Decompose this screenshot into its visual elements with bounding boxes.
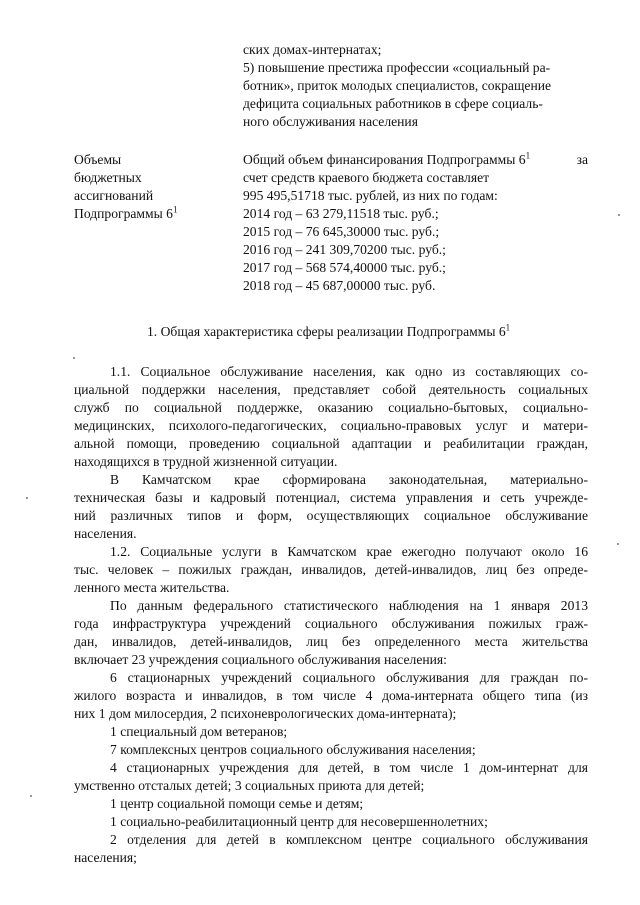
body-line: техническая базы и кадровый потенциал, система управления и сеть учрежде- xyxy=(74,490,588,505)
body-line: умственно отсталых детей; 3 социальных приюта для детей; xyxy=(74,778,425,793)
funding-label-sup: 1 xyxy=(172,204,178,215)
body-line: жилого возраста и инвалидов, в том числе 4 дома-интерната общего типа (из xyxy=(74,688,588,703)
funding-label-line: Объемы xyxy=(74,152,122,167)
funding-label-text: Подпрограммы 6 xyxy=(74,206,173,221)
body-line: года инфраструктура учреждений социального обслуживания пожилых граж- xyxy=(74,616,588,631)
funding-year-line: 2018 год – 45 687,00000 тыс. руб. xyxy=(243,278,436,293)
body-line: альной помощи, проведению социальной адаптации и реабилитации граждан, xyxy=(74,436,588,451)
funding-value-line-3: 995 495,51718 тыс. рублей, из них по годам: xyxy=(243,188,498,203)
body-line: тыс. человек – пожилых граждан, инвалидов, детей-инвалидов, лиц без опреде- xyxy=(74,562,588,577)
funding-label-line: ассигнований xyxy=(74,188,154,203)
section-heading xyxy=(147,323,510,341)
body-line: 4 стационарных учреждения для детей, в том числе 1 дом-интернат для xyxy=(110,760,588,775)
continuation-line: ного обслуживания населения xyxy=(243,114,418,129)
body-line: ний различных типов и форм, осуществляющих социальное обслуживание xyxy=(74,508,588,523)
funding-year-line: 2016 год – 241 309,70200 тыс. руб.; xyxy=(243,242,446,257)
body-line: находящихся в трудной жизненной ситуации. xyxy=(74,454,338,469)
funding-total-wrap xyxy=(243,151,530,169)
section-heading-sup: 1 xyxy=(505,322,511,333)
section-heading-text: 1. Общая характеристика сферы реализации Подпрограммы 6 xyxy=(147,324,506,339)
funding-year-line: 2017 год – 568 574,40000 тыс. руб.; xyxy=(243,260,446,275)
body-line: ленного места жительства. xyxy=(74,580,230,595)
continuation-line: 5) повышение престижа профессии «социальный ра- xyxy=(243,60,551,75)
body-line: включает 23 учреждения социального обслуживания населения: xyxy=(74,652,447,667)
body-line: 2 отделения для детей в комплексном центре социального обслуживания xyxy=(110,832,588,847)
body-line: 1.1. Социальное обслуживание населения, как одно из составляющих со- xyxy=(110,364,588,379)
body-line: населения; xyxy=(74,850,137,865)
body-line: В Камчатском крае сформирована законодательная, материально- xyxy=(110,472,588,487)
body-line: 6 стационарных учреждений социального обслуживания для граждан по- xyxy=(110,670,588,685)
continuation-line: дефицита социальных работников в сфере социаль- xyxy=(243,96,543,111)
scan-speck xyxy=(30,795,32,797)
body-line: населения. xyxy=(74,526,137,541)
body-line: 7 комплексных центров социального обслуживания населения; xyxy=(110,742,476,757)
body-line: служб по социальной поддержке, оказанию социально-бытовых, социально- xyxy=(74,400,588,415)
funding-label-line: бюджетных xyxy=(74,170,142,185)
funding-value-line-2: счет средств краевого бюджета составляет xyxy=(243,170,490,185)
continuation-line: ских домах-интернатах; xyxy=(243,42,382,57)
body-line: медицинских, психолого-педагогических, социально-правовых услуг и матери- xyxy=(74,418,588,433)
funding-year-line: 2014 год – 63 279,11518 тыс. руб.; xyxy=(243,206,439,221)
body-line: 1.2. Социальные услуги в Камчатском крае ежегодно получают около 16 xyxy=(110,544,588,559)
continuation-line: ботник», приток молодых специалистов, сокращение xyxy=(243,78,552,93)
scan-speck xyxy=(73,357,75,359)
funding-total-text: Общий объем финансирования Подпрограммы 6 xyxy=(243,152,526,167)
scan-speck xyxy=(26,497,28,499)
scan-speck xyxy=(618,214,620,216)
funding-total-tail: за xyxy=(576,152,588,167)
body-line: 1 специальный дом ветеранов; xyxy=(110,724,288,739)
funding-total-sup: 1 xyxy=(525,150,531,161)
body-line: циальной поддержки населения, представляет собой деятельность социальных xyxy=(74,382,588,397)
funding-label-line-with-sup xyxy=(74,205,177,223)
body-line: 1 центр социальной помощи семье и детям; xyxy=(110,796,364,811)
scan-speck xyxy=(617,543,619,545)
funding-year-line: 2015 год – 76 645,30000 тыс. руб.; xyxy=(243,224,440,239)
body-line: них 1 дом милосердия, 2 психоневрологических дома-интерната); xyxy=(74,706,457,721)
body-line: 1 социально-реабилитационный центр для несовершеннолетних; xyxy=(110,814,488,829)
body-line: дан, инвалидов, детей-инвалидов, лиц без определенного места жительства xyxy=(74,634,588,649)
body-line: По данным федерального статистического наблюдения на 1 января 2013 xyxy=(110,598,588,613)
funding-value-line-1 xyxy=(243,151,588,169)
